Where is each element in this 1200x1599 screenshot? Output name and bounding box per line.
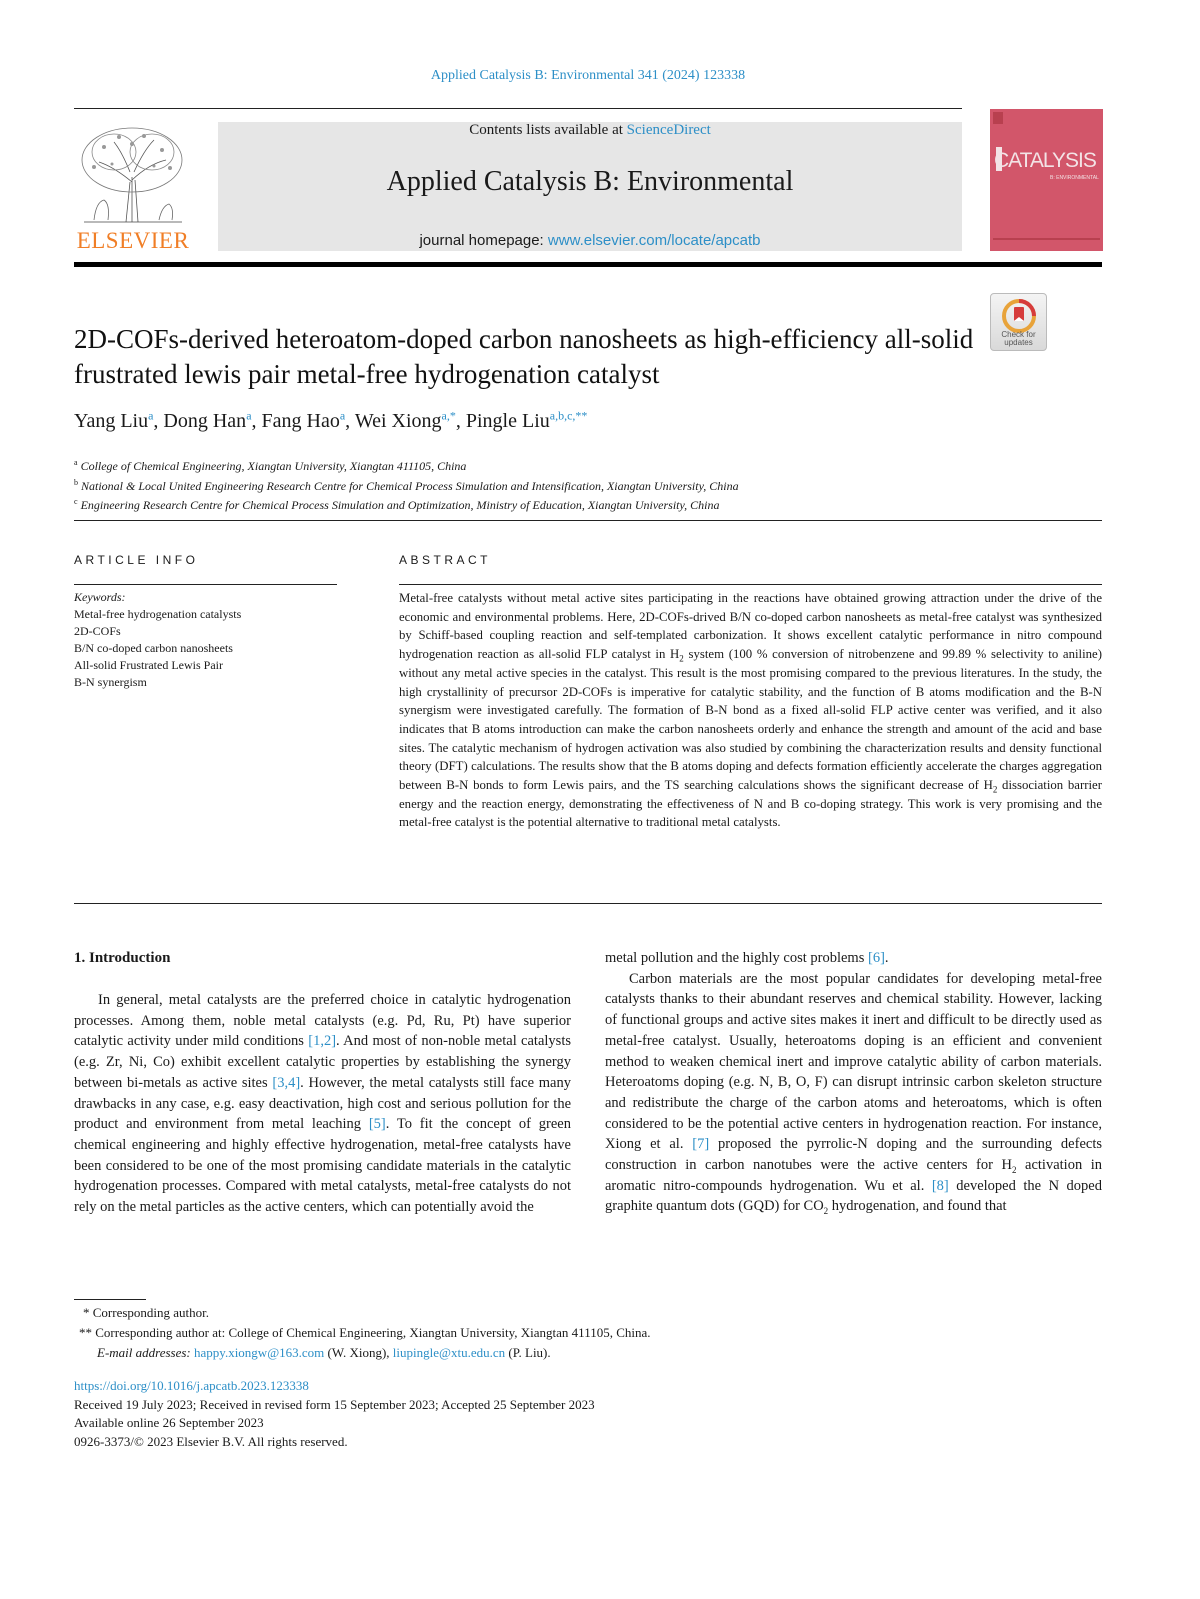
elsevier-logo[interactable] (74, 122, 192, 254)
article-title: 2D-COFs-derived heteroatom-doped carbon nanosheets as high-efficiency all-solid frustrated lewis pair metal-free hydrogenation catalyst (74, 324, 974, 389)
check-for-updates-button[interactable] (990, 293, 1047, 351)
author-affiliation-mark[interactable]: a (148, 408, 154, 423)
journal-reference-link[interactable]: Applied Catalysis B: Environmental 341 (2024) 123338 (430, 68, 746, 83)
elsevier-wordmark: ELSEVIER (76, 228, 190, 253)
email-addresses: E-mail addresses: happy.xiongw@163.com (W. Xiong), liupingle@xtu.edu.cn (P. Liu). (97, 1345, 551, 1360)
abstract-body: Metal-free catalysts without metal active sites participating in the reactions have obtained growing attraction under the drive of the economic and environmental problems. Here, 2D-COFs-drived B/N co-doped carbon nanosheets as metal-free catalyst was synthesized by Schiff-based coupling reaction and self-templated carbonization. It shows excellent catalytic performance in nitro compound hydrogenation reaction as all-solid FLP catalyst in $H_2$ system (100 % conversion of nitrobenzene and 99.89 % selectivity to aniline) without any metal active species in the catalyst. This result is the most promising compared to the previous literatures. In the study, the high crystallinity of precursor 2D-COFs is imperative for catalytic stability, and the function of B atoms modification and the B-N synergism were investigated carefully. The formation of B-N bond as a fixed all-solid FLP active center was verified, and it also indicates that B atoms introduction can make the carbon nanosheets orderly and enhance the strength and amount of the acid and base sites. The catalytic mechanism of hydrogen activation was also studied by combining the characterization results and density functional theory (DFT) calculations. The results show that the B atoms doping and defects formation efficiently accelerate the charges aggregation between B-N bonds to form Lewis pairs, and the TS searching calculations shows the significant decrease of $H_2$ dissociation barrier energy and the reaction energy, demonstrating the effectiveness of N and B co-doping strategy. This work is very promising and the metal-free catalyst is the potential alternative to traditional metal catalysts. (399, 591, 1102, 830)
author-affiliation-mark[interactable]: a,* (441, 408, 456, 423)
citation-link[interactable]: [8] (931, 1177, 949, 1194)
homepage-line (218, 232, 962, 249)
keyword: Metal-free hydrogenation catalysts (74, 607, 242, 621)
keywords-label: Keywords: (74, 590, 126, 604)
author-list: Yang Liu$^a$, Dong Han$^a$, Fang Hao$^a$, Wei Xiong$^{a,*}$, Pingle Liu$^{a,b,c,**}$ (74, 408, 588, 432)
corresponding-author-note: ** Corresponding author at: College of Chemical Engineering, Xiangtan University, Xiangtan 411105, China. (79, 1325, 651, 1340)
sciencedirect-link[interactable]: ScienceDirect (626, 122, 711, 138)
cover-title: CATALYSIS (994, 149, 1096, 172)
doi-link[interactable]: https://doi.org/10.1016/j.apcatb.2023.123338 (74, 1378, 309, 1393)
paragraph: Carbon materials are the most popular candidates for developing metal-free catalysts thanks to their abundant reserves and chemical stability. However, lacking of functional groups and active sites makes it inert and difficult to be directly used as metal-free catalyst. Usually, heteroatoms doping is an efficient and convenient method to weaken chemical inert and improve catalytic ability of carbon materials. Heteroatoms doping (e.g. N, B, O, F) can disrupt intrinsic carbon skeleton structure and redistribute the charge of the carbon atoms and heteroatoms, which is often considered to be the potential active centers in hydrogenation reaction. For instance, Xiong et al. [7] proposed the pyrrolic-N doping and the surrounding defects construction in carbon nanotubes were the active centers for $H_2$ activation in aromatic nitro-compounds hydrogenation. Wu et al. [8] developed the N doped graphite quantum dots (GQD) for $CO_2$ hydrogenation, and found that (605, 970, 1103, 1217)
footnotes (74, 1303, 651, 1363)
affiliation (74, 455, 739, 475)
abstract-rule (399, 584, 1102, 585)
article-info-rule (74, 584, 337, 585)
affiliation (74, 494, 739, 514)
affiliations (74, 455, 739, 514)
received-dates: Received 19 July 2023; Received in revised form 15 September 2023; Accepted 25 September 2023 (74, 1396, 595, 1412)
check-updates-label: Check for updates (1001, 330, 1036, 347)
citation-link[interactable]: [3,4] (272, 1074, 301, 1091)
introduction-heading: 1. Introduction (74, 950, 171, 966)
homepage-link[interactable]: www.elsevier.com/locate/apcatb (547, 232, 761, 249)
affiliation-text: Engineering Research Centre for Chemical Process Simulation and Optimization, Ministry of Education, Xiangtan University, China (80, 498, 720, 512)
author-affiliation-mark[interactable]: a (246, 408, 252, 423)
author-name[interactable]: Yang Liu (74, 410, 149, 432)
keyword: All-solid Frustrated Lewis Pair (74, 658, 223, 672)
contents-line (218, 122, 962, 139)
cover-subtitle: B: ENVIRONMENTAL (1050, 175, 1099, 181)
affiliation-mark: c (74, 497, 78, 506)
paragraph: metal pollution and the highly cost problems [6]. (605, 950, 889, 966)
copyright: 0926-3373/© 2023 Elsevier B.V. All rights reserved. (74, 1433, 348, 1449)
citation-link[interactable]: [6] (867, 950, 885, 966)
affiliation (74, 475, 739, 495)
introduction-left-column: In general, metal catalysts are the preferred choice in catalytic hydrogenation processes. Among them, noble metal catalysts (e.g. Pd, Ru, Pt) have superior catalytic activity under mild conditions [1,2]. And most of non-noble metal catalysts (e.g. Zr, Ni, Co) exhibit excellent catalytic properties by establishing the synergy between bi-metals as active sites [3,4]. However, the metal catalysts still face many drawbacks in any case, e.g. easy deactivation, high cost and serious pollution for the product and environment from metal leaching [5]. To fit the concept of green chemical engineering and highly effective hydrogenation, metal-free catalysts have been considered to be one of the most promising candidate materials in the catalytic hydrogenation processes. Compared with metal catalysts, metal-free catalysts do not rely on the metal particles as the active centers, which can potentially avoid the (74, 992, 571, 1216)
journal-banner (218, 122, 962, 251)
publication-info (74, 1377, 595, 1451)
author-affiliation-mark[interactable]: a,b,c,** (549, 408, 588, 423)
email-link[interactable]: happy.xiongw@163.com (194, 1345, 325, 1360)
journal-cover-image[interactable] (990, 109, 1103, 251)
elsevier-tree-icon (74, 122, 192, 226)
homepage-prefix: journal homepage: (419, 232, 548, 249)
affiliation-mark: b (74, 477, 78, 487)
check-updates-icon (1001, 298, 1037, 334)
journal-name: Applied Catalysis B: Environmental (386, 166, 794, 197)
author-affiliation-mark[interactable]: a (339, 408, 346, 423)
citation-link[interactable]: [5] (368, 1116, 386, 1133)
citation-link[interactable]: [1,2] (308, 1033, 337, 1050)
keyword: 2D-COFs (74, 624, 121, 638)
introduction-right-column (605, 948, 1102, 1217)
header-rule (74, 108, 962, 109)
available-online: Available online 26 September 2023 (74, 1415, 264, 1430)
contents-prefix: Contents lists available at (469, 122, 627, 138)
affiliation-text: National & Local United Engineering Research Centre for Chemical Process Simulation and Intensification, Xiangtan University, China (81, 478, 739, 493)
keywords-list (74, 589, 241, 691)
footnote-rule (74, 1299, 146, 1300)
email-link[interactable]: liupingle@xtu.edu.cn (392, 1345, 506, 1360)
article-info-heading: ARTICLE INFO (74, 553, 199, 567)
keyword: B/N co-doped carbon nanosheets (74, 641, 233, 655)
corresponding-author-note: * Corresponding author. (83, 1305, 210, 1320)
author-name[interactable]: Fang Hao (261, 410, 340, 432)
author-name[interactable]: Wei Xiong (354, 410, 442, 432)
section-rule (74, 520, 1102, 521)
affiliation-text: College of Chemical Engineering, Xiangtan University, Xiangtan 411105, China (80, 459, 467, 473)
keyword: B-N synergism (74, 675, 147, 689)
author-name[interactable]: Pingle Liu (465, 410, 550, 432)
author-name[interactable]: Dong Han (163, 410, 247, 432)
abstract-heading: ABSTRACT (399, 553, 492, 567)
citation-link[interactable]: [7] (692, 1136, 710, 1153)
affiliation-mark: a (74, 458, 78, 467)
header-thick-rule (74, 262, 1102, 267)
section-rule (74, 903, 1102, 904)
